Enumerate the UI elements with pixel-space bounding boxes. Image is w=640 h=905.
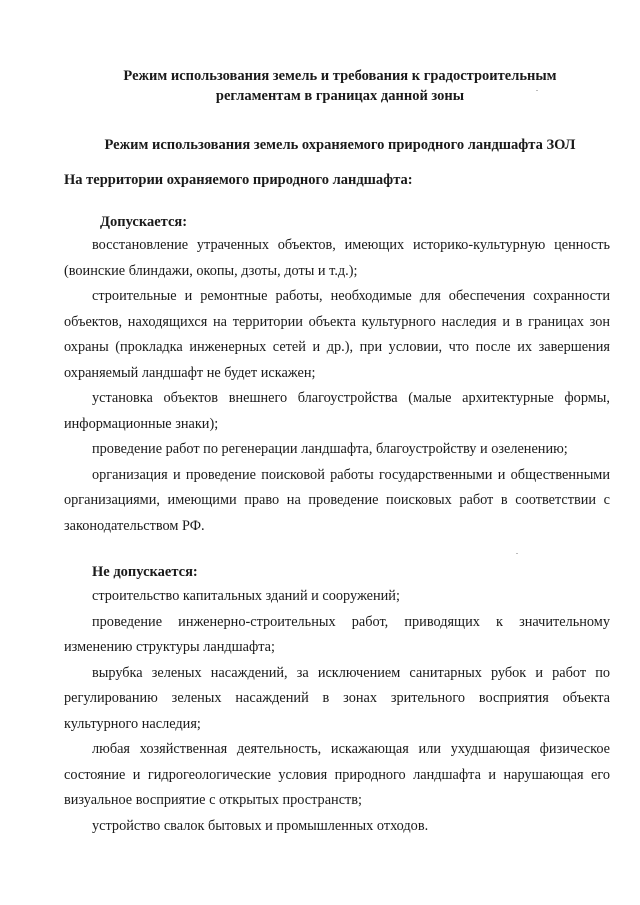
allowed-item: организация и проведение поисковой работы государственными и общественными организациями, имеющими право на проведение поисковых работ в соответствии с законодательством РФ. (64, 466, 610, 534)
intro-heading: На территории охраняемого природного ландшафта: (64, 172, 413, 188)
document-subtitle: Режим использования земель охраняемого природного ландшафта ЗОЛ (104, 137, 576, 153)
scan-speck (516, 553, 518, 554)
allowed-heading: Допускается: (100, 214, 188, 230)
document-title (60, 66, 620, 106)
allowed-item: установка объектов внешнего благоустройства (малые архитектурные формы, информационные знаки); (64, 390, 610, 432)
allowed-item: проведение работ по регенерации ландшафта, благоустройству и озеленению; (92, 441, 568, 457)
forbidden-item: проведение инженерно-строительных работ, приводящих к значительному изменению структуры ландшафта; (64, 613, 610, 655)
forbidden-list (64, 584, 610, 839)
allowed-item: восстановление утраченных объектов, имеющих историко-культурную ценность (воинские блиндажи, окопы, дзоты, доты и т.д.); (64, 237, 610, 279)
forbidden-heading: Не допускается: (92, 564, 198, 580)
allowed-item: строительные и ремонтные работы, необходимые для обеспечения сохранности объектов, находящихся на территории объекта культурного наследия и в границах зон охраны (прокладка инженерных сетей и др.), при условии, что после их завершения охраняемый ландшафт не будет искажен; (64, 288, 610, 381)
title-line-2: регламентам в границах данной зоны (215, 88, 465, 104)
title-line-1: Режим использования земель и требования к градостроительным (123, 68, 557, 84)
allowed-list (64, 233, 610, 539)
forbidden-item: строительство капитальных зданий и сооружений; (92, 588, 400, 604)
forbidden-item: любая хозяйственная деятельность, искажающая или ухудшающая физическое состояние и гидрогеологические условия природного ландшафта и нарушающая его визуальное восприятие с открытых пространств; (64, 741, 610, 808)
forbidden-item: устройство свалок бытовых и промышленных отходов. (92, 817, 429, 834)
scan-speck (536, 90, 538, 91)
forbidden-item: вырубка зеленых насаждений, за исключением санитарных рубок и работ по регулированию зеленых насаждений в зонах зрительного восприятия объекта культурного наследия; (64, 664, 610, 732)
